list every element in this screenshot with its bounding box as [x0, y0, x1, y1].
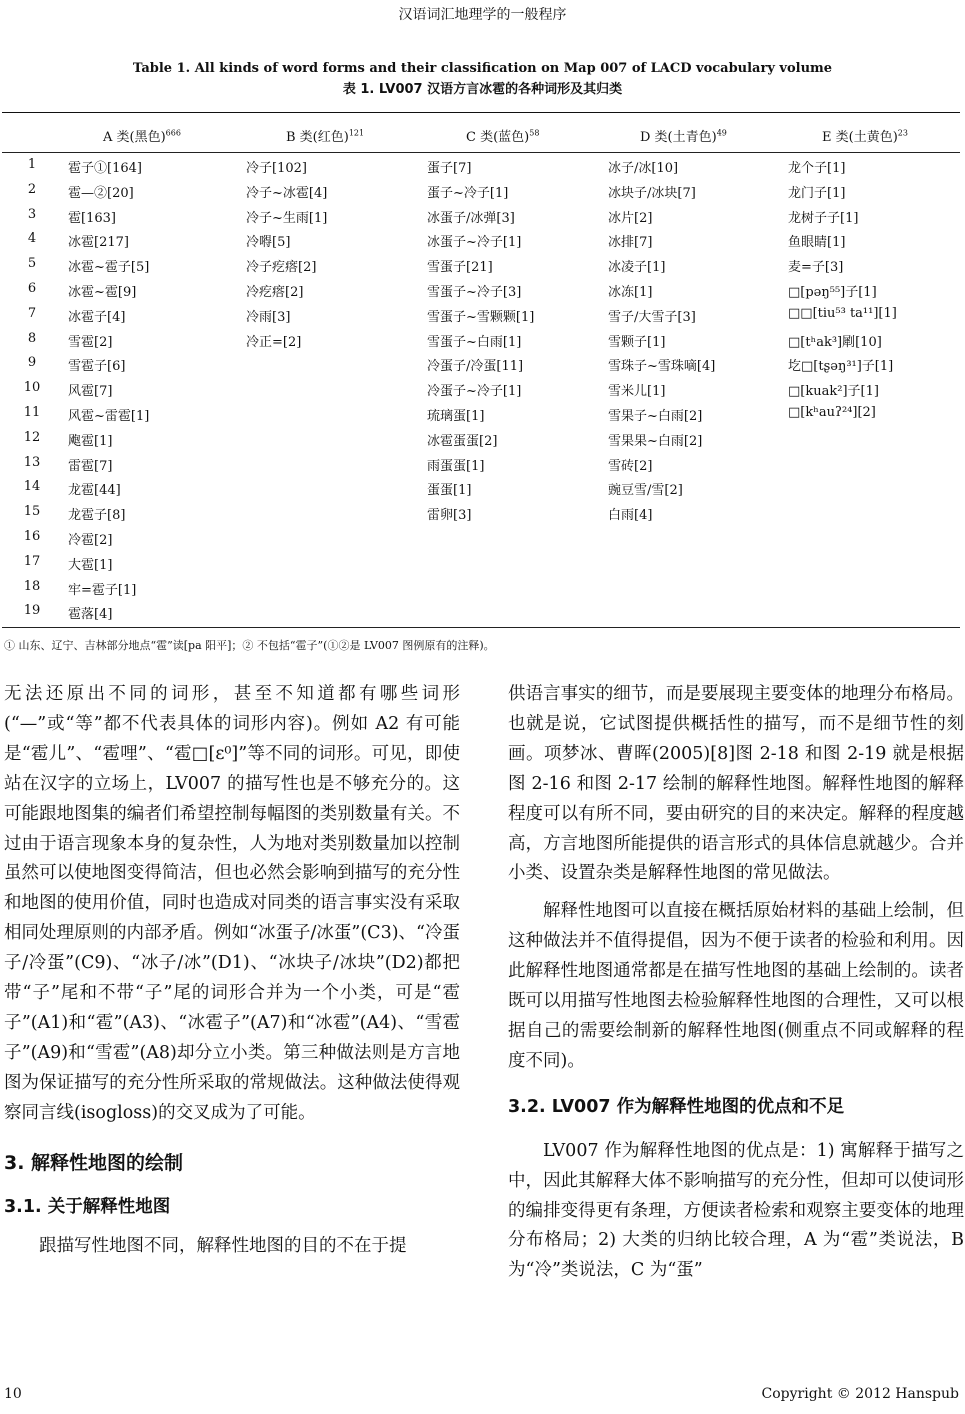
right-paragraph-3: LV007 作为解释性地图的优点是：1) 寓解释于描写之中，因此其解释大体不影响描写的充分性，但却可以使词形的编排变得更有条理，方便读者检索和观察主要变体的地理分布格局；2) 大类的归纳比较合理，A 为“雹”类说法，B 为“冷”类说法，C 为“蛋” — [508, 1140, 964, 1281]
table-row — [0, 455, 965, 479]
table-cell-d: 冰凌子[1] — [608, 260, 666, 276]
subsection-heading-3-1: 3.1. 关于解释性地图 — [4, 1196, 171, 1217]
table-caption-cn: 表 1. LV007 汉语方言冰雹的各种词形及其归类 — [342, 82, 623, 97]
table-cell-n: 1 — [27, 157, 37, 172]
right-paragraph-1: 供语言事实的细节，而是要展现主要变体的地理分布格局。也就是说，它试图提供概括性的描写，而不是细节性的刻画。项梦冰、曹晖(2005)[8]图 2-18 和图 2-19 就是根据图 2-16 和图 2-17 绘制的解释性地图。解释性地图的解释程度可以有所不同，要由研究的目的来决定。解释的程度越高，方言地图所能提供的语言形式的具体信息就越少。合并小类、设置杂类是解释性地图的常见做法。 — [508, 684, 964, 884]
table-cell-c: 冷蛋子~冷子[1] — [427, 384, 522, 400]
table-cell-a: 冷雹[2] — [68, 533, 113, 548]
table-cell-c: 雨蛋蛋[1] — [427, 458, 485, 474]
column-header-e: E 类(土黄色)$^{23}$ — [822, 128, 908, 145]
table-cell-c: 雪蛋子~白雨[1] — [427, 334, 522, 350]
table-cell-e: 龙个子[1] — [788, 161, 846, 176]
table-cell-n: 18 — [23, 578, 41, 594]
right-paragraph-2: 解释性地图可以直接在概括原始材料的基础上绘制，但这种做法并不值得提倡，因为不便于读者的检验和利用。因此解释性地图通常都是在描写性地图的基础上绘制的。读者既可以用描写性地图去检验解释性地图的合理性，又可以根据自己的需要绘制新的解释性地图(侧重点不同或解释的程度不同)。 — [508, 901, 964, 1071]
table-cell-d: 白雨[4] — [608, 508, 653, 524]
table-cell-n: 14 — [23, 479, 41, 495]
table-row — [0, 231, 965, 255]
table-row — [0, 579, 965, 603]
table-cell-a: 冰雹~雹子[5] — [68, 260, 150, 276]
table-row — [0, 405, 965, 429]
table-cell-d: 豌豆雪/雪[2] — [608, 483, 683, 499]
table-cell-c: 雪蛋子~雪颗颗[1] — [427, 309, 535, 325]
table-cell-d: 冰片[2] — [608, 210, 653, 226]
table-row — [0, 504, 965, 528]
table-cell-n: 15 — [23, 504, 41, 520]
column-header-d: D 类(土青色)$^{49}$ — [640, 128, 727, 145]
table-cell-n: 6 — [27, 281, 37, 296]
table-cell-c: 冷蛋子/冷蛋[11] — [427, 359, 524, 375]
table-cell-b: 冷雨[3] — [246, 309, 291, 325]
column-header-a: A 类(黑色)$^{666}$ — [103, 128, 181, 145]
table-cell-n: 4 — [27, 231, 37, 247]
left-paragraph-2: 跟描写性地图不同，解释性地图的目的不在于提 — [39, 1236, 407, 1257]
table-cell-d: 雪子/大雪子[3] — [608, 309, 696, 325]
table-cell-a: 冰雹[217] — [68, 235, 129, 251]
table-cell-e: □[kuak²]子[1] — [788, 384, 879, 400]
table-cell-b: 冷子~冰雹[4] — [246, 185, 328, 201]
copyright-notice: Copyright © 2012 Hanspub — [761, 1386, 959, 1402]
table-cell-n: 7 — [27, 305, 37, 321]
table-cell-a: 牢=雹子[1] — [68, 582, 137, 598]
table-cell-c: 蛋子[7] — [427, 161, 472, 176]
column-header-b: B 类(红色)$^{121}$ — [286, 128, 365, 145]
table-cell-a: 大雹[1] — [68, 557, 113, 573]
table-cell-n: 13 — [23, 454, 41, 470]
right-column — [508, 680, 964, 1286]
table-cell-d: 雪米儿[1] — [608, 384, 666, 400]
table-row — [0, 281, 965, 305]
table-cell-b: 冷疙瘩[2] — [246, 285, 304, 300]
table-row — [0, 355, 965, 379]
table-cell-n: 11 — [23, 405, 41, 420]
table-cell-a: 龙雹子[8] — [68, 508, 126, 524]
table-cell-c: 雪蛋子~冷子[3] — [427, 285, 522, 300]
table-cell-n: 17 — [23, 553, 41, 569]
table-cell-b: 冷正=[2] — [246, 334, 302, 350]
table-cell-e: 圪□[tʂəŋ³¹]子[1] — [788, 359, 894, 375]
table-cell-a: 风雹[7] — [68, 384, 113, 400]
table-cell-b: 冷嘚[5] — [246, 235, 291, 251]
table-cell-b: 冷子~生雨[1] — [246, 210, 328, 226]
table-row — [0, 306, 965, 330]
column-header-c: C 类(蓝色)$^{58}$ — [466, 128, 540, 145]
table-cell-c: 冰雹蛋蛋[2] — [427, 433, 498, 449]
table-cell-a: 冰雹子[4] — [68, 309, 126, 325]
running-header: 汉语词汇地理学的一般程序 — [398, 7, 567, 23]
table-cell-a: 龙雹[44] — [68, 483, 121, 499]
table-cell-e: 龙树子子[1] — [788, 210, 859, 226]
table-header-rule — [2, 152, 960, 153]
table-footnote: ① 山东、辽宁、吉林部分地点“雹”读[pa 阳平]；② 不包括“雹子”(①②是 LV007 图例原有的注释)。 — [4, 639, 495, 652]
table-cell-n: 10 — [23, 380, 41, 396]
table-cell-b: 冷子[102] — [246, 161, 307, 176]
table-cell-c: 琉璃蛋[1] — [427, 409, 485, 424]
left-column — [4, 680, 460, 1262]
table-cell-d: 冰块子/冰块[7] — [608, 185, 696, 201]
table-row — [0, 157, 965, 181]
table-cell-e: 龙门子[1] — [788, 185, 846, 201]
table-cell-a: 雹[163] — [68, 210, 116, 226]
table-cell-n: 3 — [27, 206, 37, 222]
table-cell-c: 蛋子~冷子[1] — [427, 185, 509, 201]
table-cell-e: 鱼眼睛[1] — [788, 235, 846, 251]
table-cell-a: 雪雹子[6] — [68, 359, 126, 375]
table-cell-b: 冷子疙瘩[2] — [246, 260, 317, 276]
table-cell-d: 雪珠子~雪珠嘀[4] — [608, 359, 716, 375]
table-cell-a: 飑雹[1] — [68, 433, 113, 449]
table-cell-n: 2 — [27, 181, 37, 197]
table-row — [0, 182, 965, 206]
table-row — [0, 603, 965, 627]
table-cell-n: 12 — [23, 429, 41, 445]
table-cell-a: 雹—②[20] — [68, 185, 134, 201]
table-row — [0, 554, 965, 578]
table-cell-a: 风雹~雷雹[1] — [68, 409, 150, 424]
table-cell-n: 5 — [27, 256, 37, 272]
table-cell-n: 19 — [23, 603, 41, 619]
table-cell-a: 冰雹~雹[9] — [68, 285, 137, 300]
table-cell-n: 16 — [23, 529, 41, 544]
table-bottom-rule — [2, 627, 960, 628]
table-cell-c: 冰蛋子/冰弹[3] — [427, 210, 515, 226]
table-caption-en: Table 1. All kinds of word forms and their classification on Map 007 of LACD vocabulary volume — [132, 61, 833, 76]
table-row — [0, 380, 965, 404]
table-row — [0, 207, 965, 231]
table-row — [0, 430, 965, 454]
table-cell-d: 雪颗子[1] — [608, 334, 666, 350]
table-cell-d: 冰子/冰[10] — [608, 161, 679, 176]
table-cell-e: □[pəŋ⁵⁵]子[1] — [788, 285, 877, 300]
table-cell-e: □[tʰak³]㓾[10] — [788, 334, 882, 350]
table-row — [0, 479, 965, 503]
table-row — [0, 331, 965, 355]
table-cell-d: 雪果子~白雨[2] — [608, 409, 703, 424]
left-paragraph-1: 无法还原出不同的词形，甚至不知道都有哪些词形(“—”或“等”都不代表具体的词形内容)。例如 A2 有可能是“雹儿”、“雹哩”、“雹□[ε⁰]”等不同的词形。可见，即使站在汉字的立场上，LV007 的描写性也是不够充分的。这可能跟地图集的编者们希望控制每幅图的类别数量有关。不过由于语言现象本身的复杂性，人为地对类别数量加以控制虽然可以使地图变得简洁，但也必然会影响到描写的充分性和地图的使用价值，同时也造成对同类的语言事实没有采取相同处理原则的内部矛盾。例如“冰蛋子/冰蛋”(C3)、“冷蛋子/冷蛋”(C9)、“冰子/冰”(D1)、“冰块子/冰块”(D2)都把带“子”尾和不带“子”尾的词形合并为一个小类，可是“雹子”(A1)和“雹”(A3)、“冰雹子”(A7)和“冰雹”(A4)、“雪雹子”(A9)和“雪雹”(A8)却分立小类。第三种做法则是方言地图为保证描写的充分性所采取的常规做法。这种做法使得观察同言线(isogloss)的交叉成为了可能。 — [4, 684, 460, 1123]
table-cell-e: □[kʰauʔ²⁴][2] — [788, 405, 876, 420]
table-cell-d: 冰冻[1] — [608, 285, 653, 300]
table-cell-a: 雹子①[164] — [68, 161, 142, 176]
table-cell-e: 麦=子[3] — [788, 260, 844, 276]
table-cell-d: 雪果果~白雨[2] — [608, 433, 703, 449]
table-cell-e: □□[tiu⁵³ ta¹¹][1] — [788, 305, 897, 321]
table-cell-a: 雹落[4] — [68, 607, 113, 623]
table-cell-n: 8 — [27, 330, 37, 346]
table-cell-c: 蛋蛋[1] — [427, 483, 472, 499]
section-heading-3: 3. 解释性地图的绘制 — [4, 1151, 184, 1174]
table-cell-d: 雪砖[2] — [608, 458, 653, 474]
table-cell-a: 雷雹[7] — [68, 458, 113, 474]
table-row — [0, 256, 965, 280]
table-cell-d: 冰排[7] — [608, 235, 653, 251]
table-cell-a: 雪雹[2] — [68, 334, 113, 350]
table-top-rule — [2, 112, 960, 113]
table-row — [0, 529, 965, 553]
table-cell-n: 9 — [27, 355, 37, 371]
table-cell-c: 冰蛋子~冷子[1] — [427, 235, 522, 251]
table-cell-c: 雷卵[3] — [427, 508, 472, 524]
table-cell-c: 雪蛋子[21] — [427, 260, 493, 276]
page-number: 10 — [4, 1386, 22, 1402]
subsection-heading-3-2: 3.2. LV007 作为解释性地图的优点和不足 — [508, 1096, 845, 1117]
